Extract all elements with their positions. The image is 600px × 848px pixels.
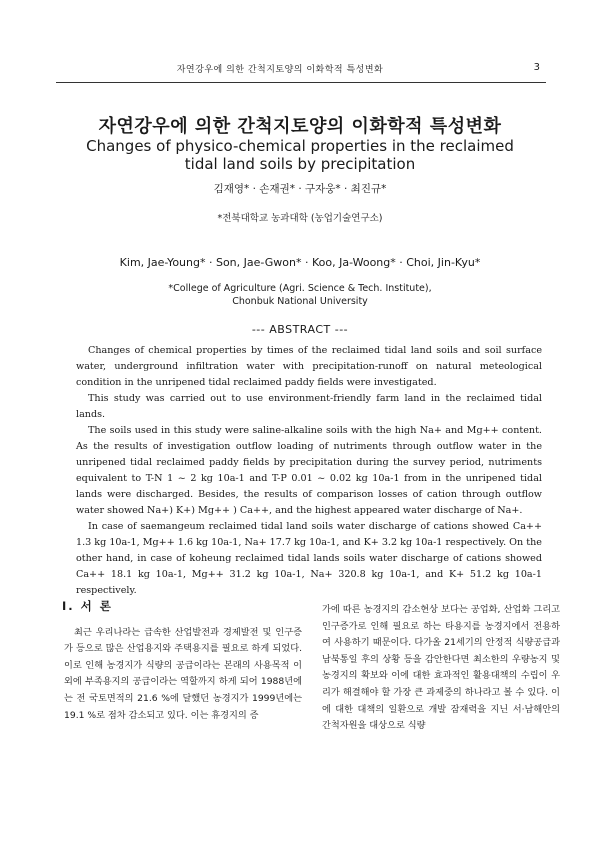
introduction-left-text: 최근 우리나라는 급속한 산업발전과 경제발전 및 인구증가 등으로 많은 산업용지와 주택용지를 필요로 하게 되었다. 이로 인해 농경지가 식량의 공급이라는 본래의 사용목적 이외에 부족용지의 공급이라는 역할까지 하게 되어 1988년에는 전 국토면적의 21.6 %에 달했던 농경지가 1999년에는 19.1 %로 점차 감소되고 있다. 이는 휴경지의 증 xyxy=(64,626,302,721)
abstract-paragraph-1: Changes of chemical properties by times of the reclaimed tidal land soils and soil surface water, underground infiltration water with precipitation-runoff on natural meteological condition in the unripened tidal reclaimed paddy fields were investigated. xyxy=(76,345,542,388)
title-english-line1: Changes of physico-chemical properties in the reclaimed xyxy=(86,137,514,155)
abstract-heading: --- ABSTRACT --- xyxy=(251,323,349,336)
header-rule xyxy=(56,82,546,83)
affiliation-korean: *전북대학교 농과대학 (농업기술연구소) xyxy=(217,213,383,224)
title-english xyxy=(0,137,600,173)
abstract-paragraph-3: The soils used in this study were saline-alkaline soils with the high Na+ and Mg++ content. As the results of investigation outflow loading of nutriments through outflow water in the unripened tidal reclaimed paddy fields by precipitation during the survey period, nutriments equivalent to T-N 1 ~ 2 kg 10a-1 and T-P 0.01 ~ 0.02 kg 10a-1 from in the unripened tidal lands were discharged. Besides, the results of comparison losses of cation through outflow water showed Na+) K+) Mg++ ) Ca++, and the highest appeared water discharge of Na+. xyxy=(76,425,542,516)
abstract-paragraph-2: This study was carried out to use environment-friendly farm land in the reclaimed tidal lands. xyxy=(76,393,542,420)
section-heading-introduction: Ⅰ. 서 론 xyxy=(62,599,113,613)
left-column xyxy=(64,598,302,724)
running-title: 자연강우에 의한 간척지토양의 이화학적 특성변화 xyxy=(176,65,384,75)
abstract-body xyxy=(76,343,542,599)
authors-english: Kim, Jae-Young* · Son, Jae-Gwon* · Koo, Ja-Woong* · Choi, Jin-Kyu* xyxy=(119,256,481,269)
title-korean: 자연강우에 의한 간척지토양의 이화학적 특성변화 xyxy=(98,116,502,137)
right-column xyxy=(322,602,560,735)
authors-korean: 김재영* · 손재권* · 구자웅* · 최진규* xyxy=(213,183,387,195)
affiliation-english-line1: *College of Agriculture (Agri. Science & Tech. Institute), xyxy=(168,283,432,294)
page-number: 3 xyxy=(533,62,540,73)
affiliation-english xyxy=(0,282,600,308)
affiliation-english-line2: Chonbuk National University xyxy=(232,296,368,307)
introduction-right-text: 가에 따른 농경지의 감소현상 보다는 공업화, 산업화 그리고 인구증가로 인해 필요로 하는 타용지를 농경지에서 전용하여 사용하기 때문이다. 다가올 21세기의 안정적 식량공급과 남북통일 후의 상황 등을 감안한다면 최소한의 우량농지 및 농경지의 확보와 이에 대한 효과적인 활용대책의 수립이 우리가 해결해야 할 가장 큰 과제중의 하나라고 볼 수 있다. 이에 대한 대책의 일환으로 개발 잠재력을 지닌 서·남해안의 간척자원을 대상으로 식량 xyxy=(322,604,560,732)
title-english-line2: tidal land soils by precipitation xyxy=(184,155,416,173)
abstract-paragraph-4: In case of saemangeum reclaimed tidal land soils water discharge of cations showed Ca++ 1.3 kg 10a-1, Mg++ 1.6 kg 10a-1, Na+ 17.7 kg 10a-1, and K+ 3.2 kg 10a-1 respectively. On the other hand, in case of koheung reclaimed tidal lands soils water discharge of cations showed Ca++ 18.1 kg 10a-1, Mg++ 31.2 kg 10a-1, Na+ 320.8 kg 10a-1, and K+ 51.2 kg 10a-1 respectively. xyxy=(76,521,542,596)
